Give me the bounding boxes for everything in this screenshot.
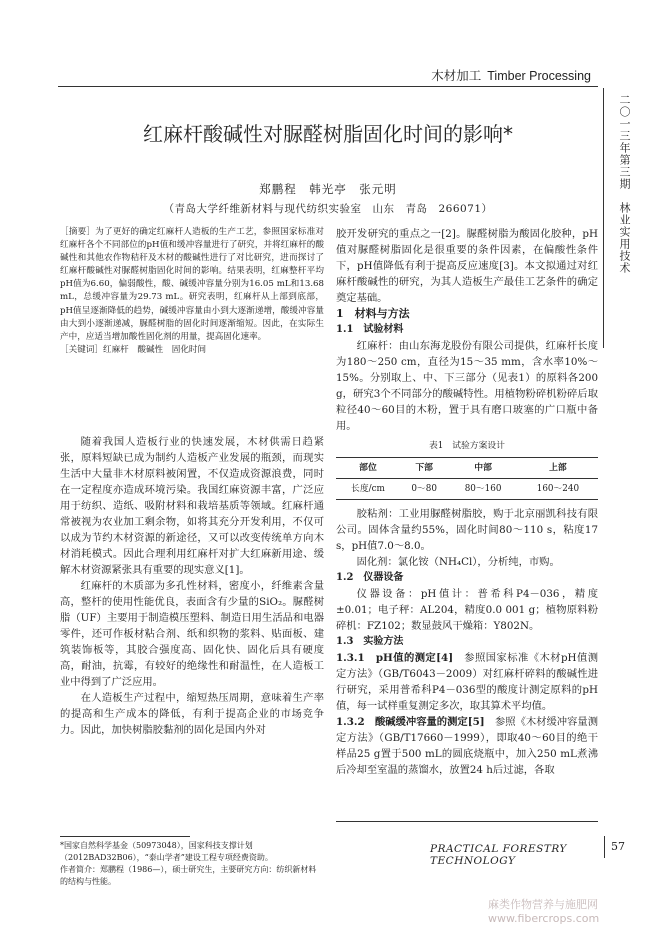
subsubsection-heading: 1.3.1 pH值的测定[4]	[336, 652, 454, 664]
body-paragraph: 固化剂：氯化铵（NH₄Cl），分析纯，市购。	[356, 556, 560, 568]
body-paragraph: 红麻杆：由山东海龙股份有限公司提供，红麻杆长度为180～250 cm，直径为15～35 mm，含水率10%～15%。分别取上、中、下三部分（见表1）的原料各200 g，研究3个不同部分的酸碱特性。用植物粉碎机粉碎后取粒径40～60目的木粉，置于具有磨口玻塞的广口瓶中备用。	[336, 340, 598, 432]
journal-name: PRACTICAL FORESTRY TECHNOLOGY	[430, 843, 567, 867]
body-paragraph: 胶粘剂：工业用脲醛树脂胶，购于北京丽凯科技有限公司。固体含量约55%，固化时间80～110 s，粘度17 s，pH值7.0～8.0。	[336, 508, 598, 552]
paragraph-text: 参照《木材缓冲容量测定方法》（GB/T17660－1999），即取40～60目的绝干样品25 g置于500 mL的圆底烧瓶中，加入250 mL煮沸后冷却至室温的蒸馏水，放置24 h后过滤，各取	[336, 716, 599, 776]
body-paragraph: 随着我国人造板行业的快速发展，木材供需日趋紧张，原料短缺已成为制约人造板产业发展的瓶颈，而现实生活中大量非木材原料被闲置，不仅造成资源浪费，同时在一定程度亦造成环境污染。我国红麻资源丰富，广泛应用于纺织、造纸、吸附材料和栽培基质等领域。红麻杆通常被视为农业加工剩余物，如将其充分开发利用，不仅可以成为节约木材资源的新途径，又可以改变传统单方向木材消耗模式。因此合理利用红麻杆对扩大红麻新用途、缓解木材资源紧张具有重要的现实意义[1]。	[60, 436, 324, 576]
section-cn: 木材加工	[431, 68, 482, 83]
left-column	[60, 434, 324, 738]
table-cell: 0～80	[411, 484, 437, 494]
footnote	[60, 840, 324, 888]
article-title: 红麻杆酸碱性对脲醛树脂固化时间的影响*	[143, 122, 513, 146]
watermark: 麻类作物营养与施肥网 www.fibercrops.com	[488, 898, 600, 925]
footnote-fund: *国家自然科学基金（50973048），国家科技支撑计划（2012BAD32B06），“泰山学者”建设工程专项经费资助。	[60, 841, 273, 862]
footnote-rule	[60, 836, 190, 837]
section-tag	[431, 66, 591, 84]
body-paragraph: 红麻杆的木质部为多孔性材料，密度小，纤维素含量高，整杆的使用性能优良，表面含有少量的SiO₂。脲醛树脂（UF）主要用于制造模压塑料、制造日用生活品和电器零件，还可作板材粘合剂、纸和织物的浆料、贴面板、建筑装饰板等，其胶合强度高、固化快、固化后具有硬度高，耐油，抗霉，有较好的绝缘性和耐温性，在人造板工业中得到了广泛应用。	[60, 580, 324, 688]
body-paragraph: 在人造板生产过程中，缩短热压周期，意味着生产率的提高和生产成本的降低，有利于提高企业的市场竞争力。因此，加快树脂胶黏剂的固化是国内外对	[60, 692, 324, 736]
keywords-label: ［关键词］	[60, 344, 103, 355]
design-table	[336, 457, 598, 500]
side-label: 二〇一三年第三期 林业实用技术	[618, 94, 631, 274]
keywords: 红麻杆 酸碱性 固化时间	[102, 344, 207, 355]
footnote-bio: 作者简介：郑鹏程（1986—），硕士研究生，主要研究方向：纺织新材料的结构与性能。	[60, 865, 317, 886]
subsection-heading: 1.3 实验方法	[336, 636, 404, 647]
affiliation: （青岛大学纤维新材料与现代纺织实验室 山东 青岛 266071）	[163, 203, 493, 215]
paragraph-text: 参照国家标准《木材pH值测定方法》（GB/T6043－2009）对红麻杆碎料的酸碱性进行研究，采用普希科P4－036型的酸度计测定原料的pH值，每一试样重复测定多次，取其算术平均值。	[336, 652, 598, 712]
abstract	[60, 226, 324, 357]
header-rule	[58, 86, 598, 87]
body-paragraph: 仪器设备：pH值计：普希科P4－036，精度±0.01；电子秤：AL204，精度0.0 001 g；植物原料粉碎机：FZ102；数显鼓风干燥箱：Y802N。	[336, 588, 598, 632]
body-paragraph	[336, 714, 598, 778]
table-caption: 表1 试验方案设计	[429, 441, 505, 451]
table-header: 上部	[549, 463, 567, 473]
side-label-box	[603, 88, 638, 348]
body-paragraph: 胶开发研究的重点之一[2]。脲醛树脂为酸固化胶种，pH值对脲醛树脂固化是很重要的条件因素，在偏酸性条件下，pH值降低有利于提高反应速度[3]。本文拟通过对红麻杆酸碱性的研究，为其人造板生产最佳工艺条件的确定奠定基础。	[336, 228, 598, 304]
right-column	[336, 226, 598, 778]
subsubsection-heading: 1.3.2 酸碱缓冲容量的测定[5]	[336, 716, 485, 728]
page-number: 57	[604, 836, 638, 858]
abstract-text: 为了更好的确定红麻杆人造板的生产工艺，参照国家标准对红麻杆各个不同部位的pH值和缓冲容量进行了研究，并将红麻杆的酸碱性和其他农作物秸秆及木材的酸碱性进行了对比研究，进而探讨了红麻杆酸碱性对脲醛树脂固化时间的影响。结果表明，红麻整杆平均pH值为6.60，偏弱酸性，酸、碱缓冲容量分别为16.05 mL和13.68 mL，总缓冲容量为29.73 mL。研究表明，红麻杆从上部到底部，pH值呈逐渐降低的趋势，碱缓冲容量由小到大逐渐递增，酸缓冲容量由大到小逐渐递减，脲醛树脂的固化时间逐渐缩短。因此，在实际生产中，应适当增加酸性固化剂的用量，提高固化速率。	[60, 227, 324, 342]
table-header: 部位	[359, 463, 377, 473]
table-cell: 160～240	[536, 484, 580, 494]
abstract-label: ［摘要］	[60, 227, 96, 237]
table-row	[336, 479, 598, 500]
section-en: Timber Processing	[487, 69, 591, 83]
authors: 郑鹏程 韩光亭 张元明	[259, 182, 397, 196]
section-heading: 1 材料与方法	[336, 307, 410, 320]
table-cell: 80～160	[464, 484, 502, 494]
body-paragraph	[336, 650, 598, 714]
table-header: 中部	[474, 463, 492, 473]
table-header: 下部	[415, 463, 433, 473]
subsection-heading: 1.2 仪器设备	[336, 572, 404, 583]
table-cell: 长度/cm	[351, 484, 385, 494]
footer-rule	[336, 821, 598, 822]
subsection-heading: 1.1 试验材料	[336, 324, 404, 335]
